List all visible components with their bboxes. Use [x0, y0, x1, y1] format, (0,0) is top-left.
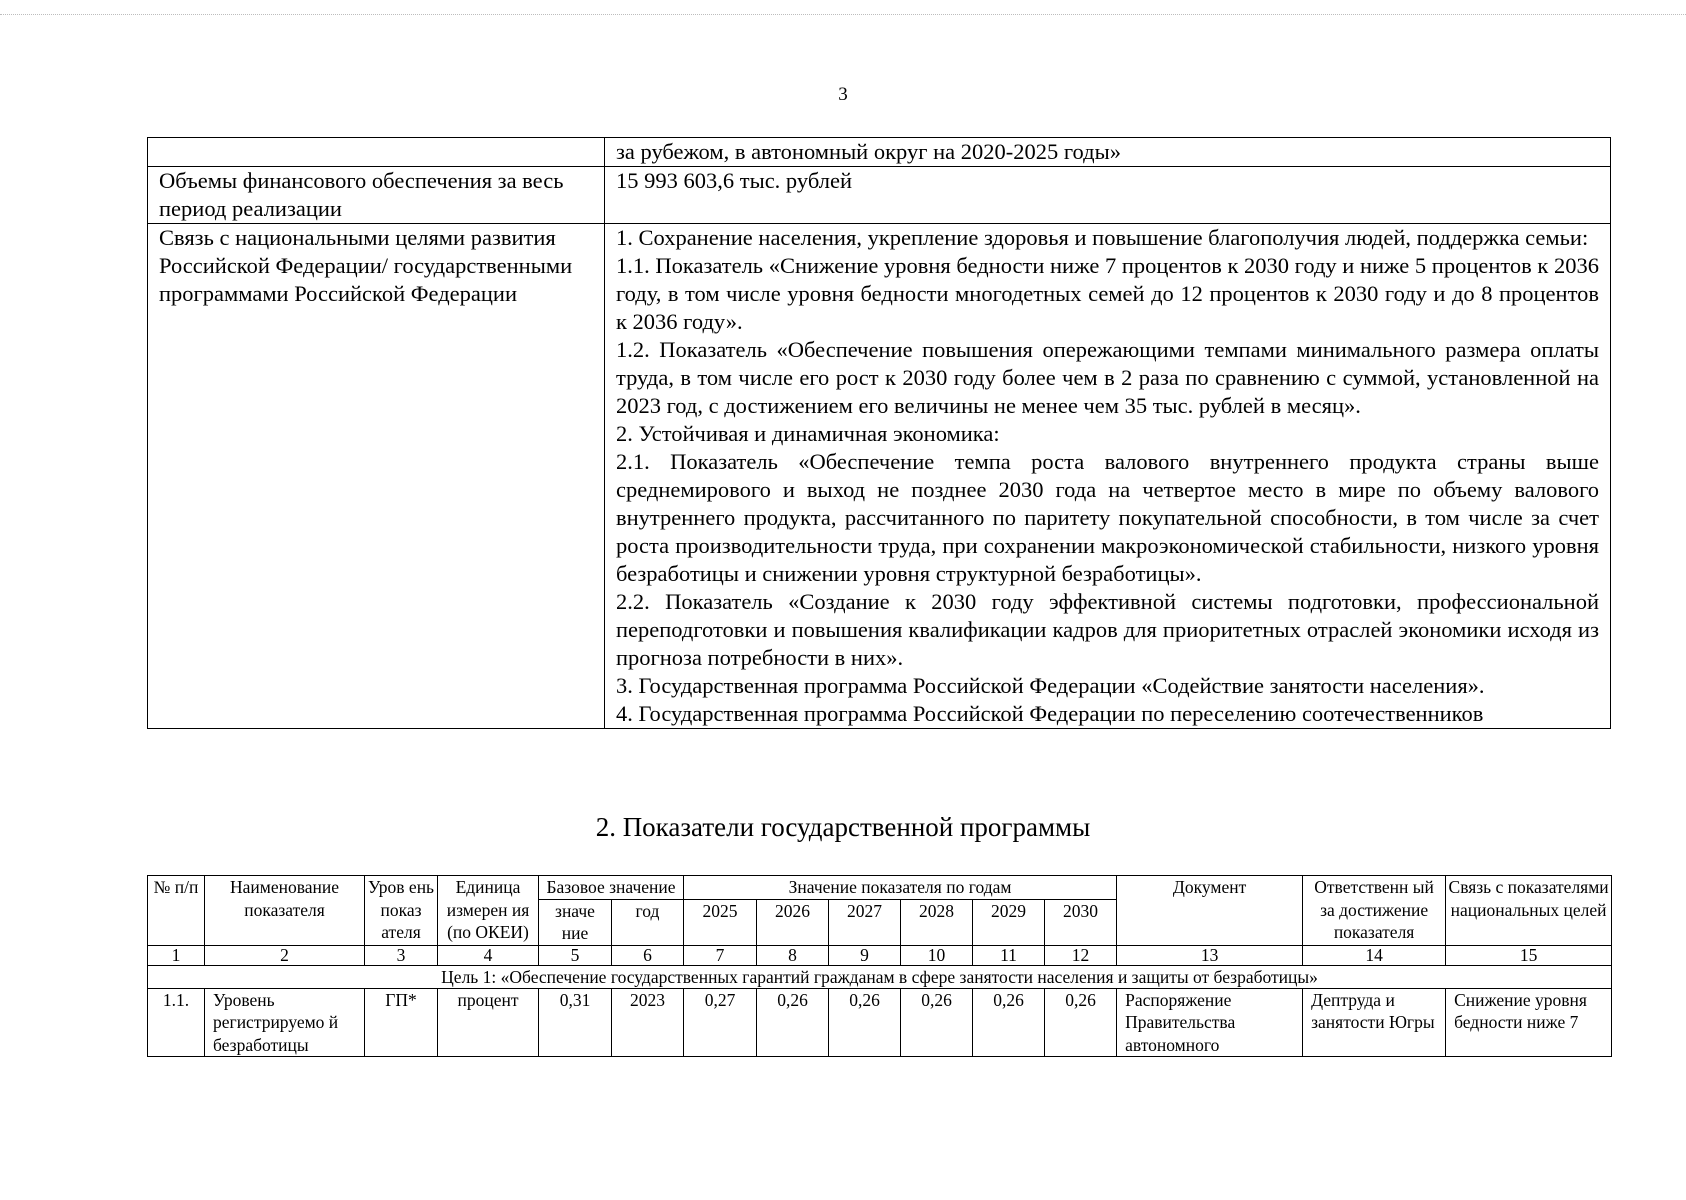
- scan-edge: [0, 0, 1686, 15]
- column-number: 15: [1446, 945, 1612, 965]
- col-header-year: 2030: [1045, 899, 1117, 945]
- col-header-base: Базовое значение: [539, 876, 684, 900]
- indicator-base-value: 0,31: [539, 988, 612, 1057]
- col-header-name: Наименование показателя: [205, 876, 365, 946]
- column-number: 2: [205, 945, 365, 965]
- passport-row-label: Связь с национальными целями развития Российской Федерации/ государственными программами Российской Федерации: [148, 224, 605, 729]
- column-number: 13: [1117, 945, 1303, 965]
- passport-row-financing: [148, 167, 1611, 224]
- indicators-table: [147, 875, 1612, 1057]
- goal-paragraph: 3. Государственная программа Российской Федерации «Содействие занятости населения».: [616, 673, 1485, 698]
- indicator-value: 0,26: [901, 988, 973, 1057]
- passport-row-label: Объемы финансового обеспечения за весь период реализации: [148, 167, 605, 224]
- indicator-name: Уровень регистрируемо й безработицы: [205, 988, 365, 1057]
- col-header-document: Документ: [1117, 876, 1303, 946]
- column-number: 1: [148, 945, 205, 965]
- passport-row-continuation: [148, 138, 1611, 167]
- table-row: [148, 988, 1612, 1057]
- column-number: 3: [365, 945, 438, 965]
- column-number: 9: [829, 945, 901, 965]
- column-number: 10: [901, 945, 973, 965]
- col-header-year: 2028: [901, 899, 973, 945]
- col-header-num: № п/п: [148, 876, 205, 946]
- goal-paragraph: 1.1. Показатель «Снижение уровня бедности ниже 7 процентов к 2030 году и ниже 5 процентов к 2036 году, в том числе уровня бедности многодетных семей до 12 процентов к 2030 году и до 8 процентов к 2036 году».: [616, 253, 1599, 334]
- col-header-year: 2029: [973, 899, 1045, 945]
- col-header-base-year: год: [612, 899, 684, 945]
- column-number: 4: [438, 945, 539, 965]
- col-header-year: 2027: [829, 899, 901, 945]
- col-header-year: 2026: [757, 899, 829, 945]
- header-row: [148, 876, 1612, 900]
- page-number: 3: [838, 84, 848, 105]
- indicator-value: 0,26: [973, 988, 1045, 1057]
- col-header-by-years: Значение показателя по годам: [684, 876, 1117, 900]
- indicator-responsible: Дептруда и занятости Югры: [1303, 988, 1446, 1057]
- col-header-responsible: Ответственн ый за достижение показателя: [1303, 876, 1446, 946]
- passport-row-value: за рубежом, в автономный округ на 2020-2025 годы»: [605, 138, 1611, 167]
- goal-paragraph: 2. Устойчивая и динамичная экономика:: [616, 421, 1000, 446]
- col-header-year: 2025: [684, 899, 757, 945]
- column-number: 12: [1045, 945, 1117, 965]
- col-header-level: Уров ень показ ателя: [365, 876, 438, 946]
- goal-paragraph: 1. Сохранение населения, укрепление здоровья и повышение благополучия людей, поддержка семьи:: [616, 225, 1589, 250]
- goal-text: Цель 1: «Обеспечение государственных гарантий гражданам в сфере занятости населения и защиты от безработицы»: [148, 965, 1612, 988]
- column-number: 8: [757, 945, 829, 965]
- indicator-value: 0,26: [1045, 988, 1117, 1057]
- goal-paragraph: 2.2. Показатель «Создание к 2030 году эффективной системы подготовки, профессиональной переподготовки и повышения квалификации кадров для приоритетных отраслей экономики исходя из прогноза потребности в них».: [616, 589, 1599, 670]
- column-number: 11: [973, 945, 1045, 965]
- passport-table: [147, 137, 1611, 729]
- passport-row-national-goals: [148, 224, 1611, 729]
- indicator-base-year: 2023: [612, 988, 684, 1057]
- column-number-row: [148, 945, 1612, 965]
- indicator-value: 0,26: [829, 988, 901, 1057]
- col-header-unit: Единица измерен ия (по ОКЕИ): [438, 876, 539, 946]
- indicator-value: 0,26: [757, 988, 829, 1057]
- col-header-base-value: значе ние: [539, 899, 612, 945]
- goal-paragraph: 2.1. Показатель «Обеспечение темпа роста валового внутреннего продукта страны выше среднемирового и выход не позднее 2030 года на четвертое место в мире по объему валового внутреннего продукта, рассчитанного по паритету покупательной способности, в том числе за счет роста производительности труда, при сохранении макроэкономической стабильности, низкого уровня безработицы и снижении уровня структурной безработицы».: [616, 449, 1599, 586]
- column-number: 14: [1303, 945, 1446, 965]
- indicator-national-goal-link: Снижение уровня бедности ниже 7: [1446, 988, 1612, 1057]
- goal-row: [148, 965, 1612, 988]
- goal-paragraph: 1.2. Показатель «Обеспечение повышения опережающими темпами минимального размера оплаты труда, в том числе его рост к 2030 году более чем в 2 раза по сравнению с суммой, установленной на 2023 год, с достижением его величины не менее чем 35 тыс. рублей в месяц».: [616, 337, 1599, 418]
- column-number: 7: [684, 945, 757, 965]
- indicator-num: 1.1.: [148, 988, 205, 1057]
- indicator-document: Распоряжение Правительства автономного: [1117, 988, 1303, 1057]
- passport-row-value: [605, 224, 1611, 729]
- indicator-level: ГП*: [365, 988, 438, 1057]
- section-heading: 2. Показатели государственной программы: [595, 812, 1091, 842]
- goal-paragraph: 4. Государственная программа Российской Федерации по переселению соотечественников: [616, 701, 1484, 726]
- indicator-unit: процент: [438, 988, 539, 1057]
- column-number: 5: [539, 945, 612, 965]
- passport-row-label: [148, 138, 605, 167]
- column-number: 6: [612, 945, 684, 965]
- indicator-value: 0,27: [684, 988, 757, 1057]
- passport-row-value: 15 993 603,6 тыс. рублей: [605, 167, 1611, 224]
- col-header-link: Связь с показателями национальных целей: [1446, 876, 1612, 946]
